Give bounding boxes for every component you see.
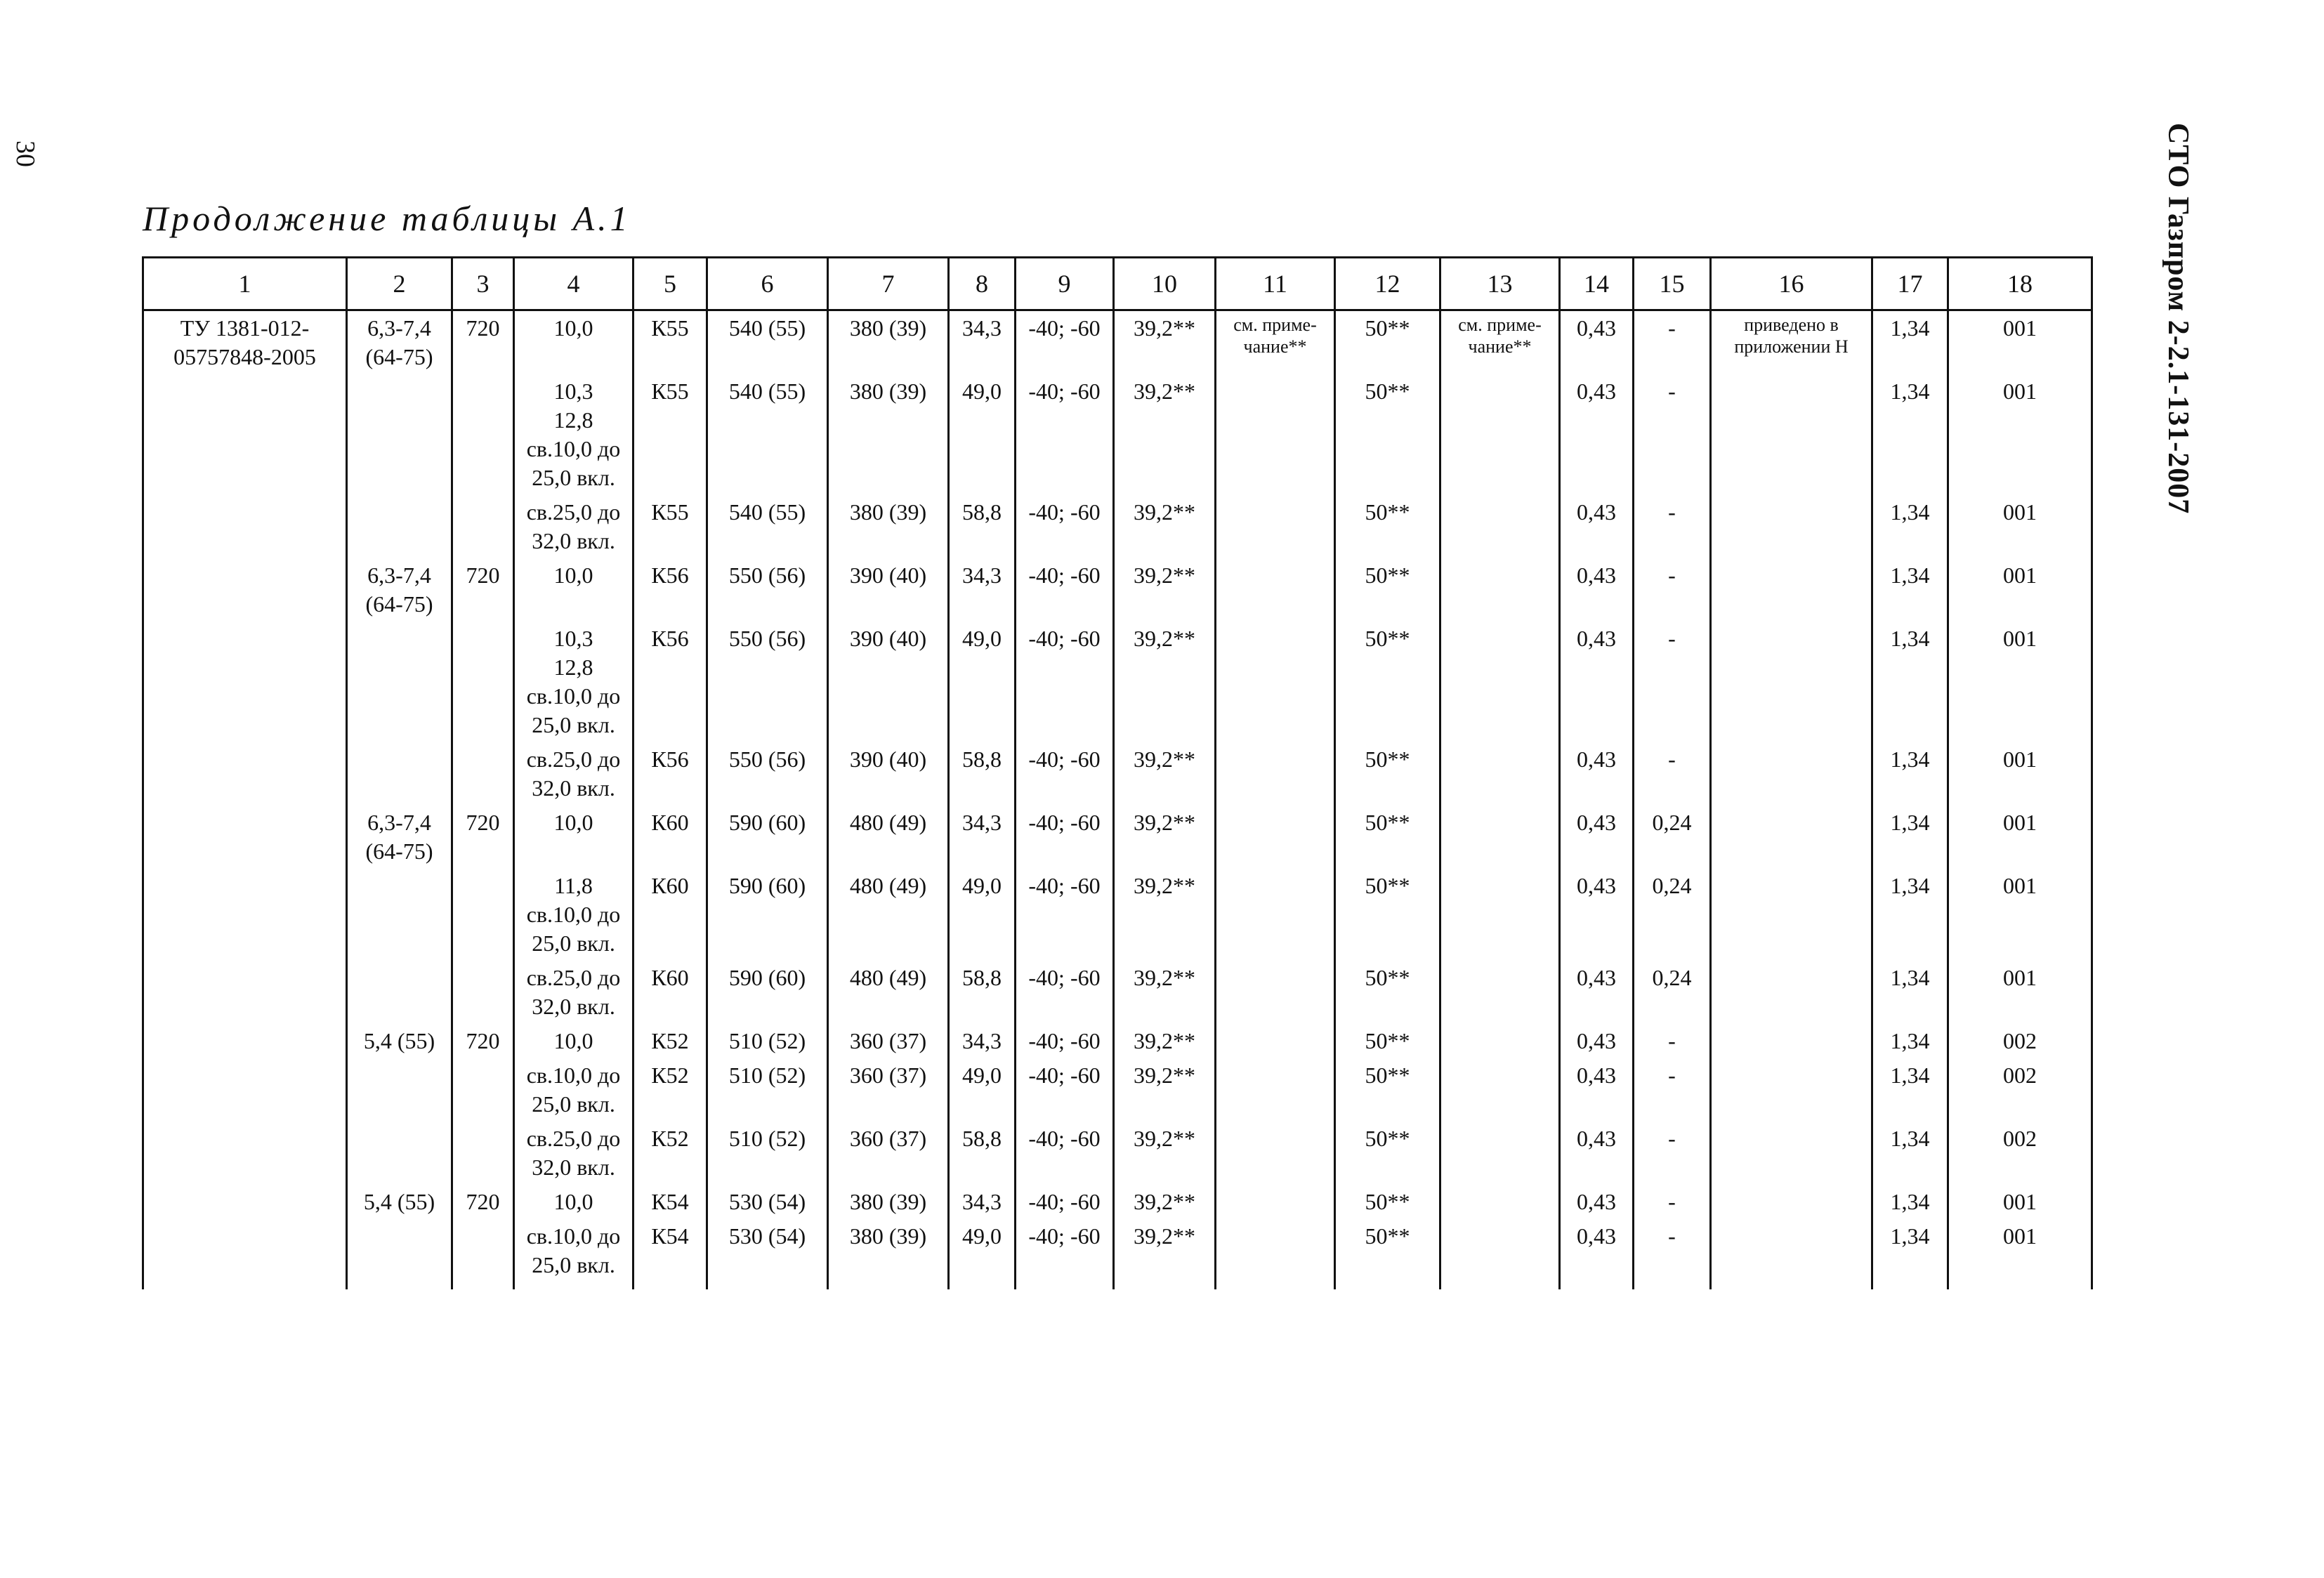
column-header-3: 3 bbox=[452, 258, 514, 310]
table-cell-col-5: К52 bbox=[633, 1058, 707, 1122]
table-cell-col-12: 50** bbox=[1335, 1185, 1440, 1219]
table-cell-col-5: К52 bbox=[633, 1122, 707, 1185]
table-cell-col-1 bbox=[143, 1024, 347, 1058]
table-cell-col-4: 10,0 bbox=[514, 806, 633, 869]
table-cell-col-13 bbox=[1440, 1122, 1560, 1185]
table-cell-col-4: св.25,0 до 32,0 вкл. bbox=[514, 742, 633, 806]
table-cell-col-13 bbox=[1440, 1185, 1560, 1219]
table-cell-col-14: 0,43 bbox=[1560, 495, 1634, 558]
column-header-8: 8 bbox=[949, 258, 1016, 310]
table-row bbox=[143, 806, 2092, 869]
table-cell-col-2: 6,3-7,4 (64-75) bbox=[347, 558, 452, 622]
table-cell-col-4: 10,0 bbox=[514, 558, 633, 622]
table-cell-col-3: 720 bbox=[452, 806, 514, 869]
table-cell-col-13 bbox=[1440, 558, 1560, 622]
table-row bbox=[143, 869, 2092, 961]
table-cell-col-17: 1,34 bbox=[1872, 1219, 1948, 1289]
table-cell-col-17: 1,34 bbox=[1872, 806, 1948, 869]
table-cell-col-18: 001 bbox=[1948, 742, 2092, 806]
document-code: СТО Газпром 2-2.1-131-2007 bbox=[2162, 123, 2194, 515]
table-cell-col-2: 5,4 (55) bbox=[347, 1185, 452, 1219]
table-cell-col-18: 001 bbox=[1948, 1219, 2092, 1289]
table-cell-col-7: 360 (37) bbox=[828, 1122, 949, 1185]
table-cell-col-8: 34,3 bbox=[949, 1024, 1016, 1058]
table-cell-col-1 bbox=[143, 869, 347, 961]
table-cell-col-11 bbox=[1216, 806, 1335, 869]
table-cell-col-18: 001 bbox=[1948, 806, 2092, 869]
table-cell-col-6: 510 (52) bbox=[707, 1058, 828, 1122]
table-cell-col-14: 0,43 bbox=[1560, 1122, 1634, 1185]
table-cell-col-1 bbox=[143, 1058, 347, 1122]
table-cell-col-10: 39,2** bbox=[1114, 742, 1216, 806]
table-cell-col-15: - bbox=[1634, 495, 1711, 558]
table-cell-col-15: 0,24 bbox=[1634, 961, 1711, 1024]
table-header-row bbox=[143, 258, 2092, 310]
table-row bbox=[143, 374, 2092, 495]
table-cell-col-16 bbox=[1711, 1122, 1872, 1185]
table-cell-col-18: 001 bbox=[1948, 495, 2092, 558]
table-cell-col-16 bbox=[1711, 742, 1872, 806]
table-cell-col-8: 58,8 bbox=[949, 495, 1016, 558]
table-cell-col-6: 510 (52) bbox=[707, 1024, 828, 1058]
column-header-6: 6 bbox=[707, 258, 828, 310]
table-cell-col-17: 1,34 bbox=[1872, 742, 1948, 806]
table-cell-col-18: 001 bbox=[1948, 310, 2092, 375]
table-cell-col-15: - bbox=[1634, 374, 1711, 495]
table-cell-col-6: 550 (56) bbox=[707, 622, 828, 742]
table-cell-col-7: 480 (49) bbox=[828, 806, 949, 869]
table-cell-col-7: 360 (37) bbox=[828, 1024, 949, 1058]
table-cell-col-2 bbox=[347, 869, 452, 961]
table-cell-col-9: -40; -60 bbox=[1016, 310, 1114, 375]
table-cell-col-11 bbox=[1216, 1185, 1335, 1219]
table-cell-col-8: 49,0 bbox=[949, 1058, 1016, 1122]
table-cell-col-18: 002 bbox=[1948, 1058, 2092, 1122]
table-cell-col-4: св.10,0 до 25,0 вкл. bbox=[514, 1219, 633, 1289]
table-cell-col-13 bbox=[1440, 742, 1560, 806]
table-cell-col-2 bbox=[347, 1122, 452, 1185]
table-cell-col-16 bbox=[1711, 1024, 1872, 1058]
table-cell-col-14: 0,43 bbox=[1560, 961, 1634, 1024]
table-cell-col-16 bbox=[1711, 622, 1872, 742]
table-cell-col-4: 10,3 12,8 св.10,0 до 25,0 вкл. bbox=[514, 622, 633, 742]
table-cell-col-10: 39,2** bbox=[1114, 558, 1216, 622]
table-cell-col-14: 0,43 bbox=[1560, 558, 1634, 622]
table-cell-col-16 bbox=[1711, 1185, 1872, 1219]
table-cell-col-14: 0,43 bbox=[1560, 742, 1634, 806]
table-cell-col-16: приведено в приложении Н bbox=[1711, 310, 1872, 375]
table-cell-col-8: 58,8 bbox=[949, 961, 1016, 1024]
table-cell-col-11 bbox=[1216, 495, 1335, 558]
table-cell-col-12: 50** bbox=[1335, 622, 1440, 742]
column-header-9: 9 bbox=[1016, 258, 1114, 310]
table-row bbox=[143, 622, 2092, 742]
table-cell-col-15: - bbox=[1634, 1185, 1711, 1219]
table-cell-col-11 bbox=[1216, 961, 1335, 1024]
table-row bbox=[143, 1058, 2092, 1122]
table-body bbox=[143, 310, 2092, 1290]
table-cell-col-16 bbox=[1711, 558, 1872, 622]
table-cell-col-18: 001 bbox=[1948, 558, 2092, 622]
table-cell-col-12: 50** bbox=[1335, 310, 1440, 375]
table-cell-col-6: 510 (52) bbox=[707, 1122, 828, 1185]
table-cell-col-6: 590 (60) bbox=[707, 961, 828, 1024]
table-cell-col-17: 1,34 bbox=[1872, 1058, 1948, 1122]
table-cell-col-7: 380 (39) bbox=[828, 1185, 949, 1219]
table-cell-col-9: -40; -60 bbox=[1016, 806, 1114, 869]
table-cell-col-15: - bbox=[1634, 1219, 1711, 1289]
table-cell-col-4: св.25,0 до 32,0 вкл. bbox=[514, 961, 633, 1024]
column-header-11: 11 bbox=[1216, 258, 1335, 310]
table-cell-col-5: К55 bbox=[633, 310, 707, 375]
table-cell-col-6: 530 (54) bbox=[707, 1219, 828, 1289]
table-cell-col-9: -40; -60 bbox=[1016, 1024, 1114, 1058]
table-cell-col-6: 590 (60) bbox=[707, 806, 828, 869]
table-cell-col-14: 0,43 bbox=[1560, 869, 1634, 961]
table-cell-col-4: 10,3 12,8 св.10,0 до 25,0 вкл. bbox=[514, 374, 633, 495]
table-cell-col-2: 6,3-7,4 (64-75) bbox=[347, 806, 452, 869]
table-cell-col-8: 49,0 bbox=[949, 869, 1016, 961]
table-cell-col-14: 0,43 bbox=[1560, 1219, 1634, 1289]
table-cell-col-1 bbox=[143, 495, 347, 558]
table-cell-col-9: -40; -60 bbox=[1016, 742, 1114, 806]
table-cell-col-15: - bbox=[1634, 310, 1711, 375]
table-cell-col-13 bbox=[1440, 961, 1560, 1024]
table-cell-col-11 bbox=[1216, 622, 1335, 742]
table-row bbox=[143, 495, 2092, 558]
table-cell-col-15: - bbox=[1634, 622, 1711, 742]
table-cell-col-7: 360 (37) bbox=[828, 1058, 949, 1122]
table-cell-col-18: 002 bbox=[1948, 1024, 2092, 1058]
table-cell-col-17: 1,34 bbox=[1872, 1185, 1948, 1219]
table-cell-col-1 bbox=[143, 1185, 347, 1219]
table-cell-col-18: 001 bbox=[1948, 869, 2092, 961]
table-cell-col-5: К55 bbox=[633, 495, 707, 558]
table-cell-col-11 bbox=[1216, 558, 1335, 622]
table-cell-col-13 bbox=[1440, 1219, 1560, 1289]
table-cell-col-1 bbox=[143, 742, 347, 806]
table-cell-col-4: св.25,0 до 32,0 вкл. bbox=[514, 1122, 633, 1185]
table-cell-col-12: 50** bbox=[1335, 1219, 1440, 1289]
table-cell-col-10: 39,2** bbox=[1114, 869, 1216, 961]
table-cell-col-18: 001 bbox=[1948, 1185, 2092, 1219]
table-cell-col-14: 0,43 bbox=[1560, 1058, 1634, 1122]
table-cell-col-4: 10,0 bbox=[514, 1024, 633, 1058]
table-cell-col-6: 540 (55) bbox=[707, 310, 828, 375]
table-cell-col-6: 550 (56) bbox=[707, 558, 828, 622]
column-header-1: 1 bbox=[143, 258, 347, 310]
table-cell-col-17: 1,34 bbox=[1872, 1122, 1948, 1185]
table-cell-col-10: 39,2** bbox=[1114, 495, 1216, 558]
table-cell-col-9: -40; -60 bbox=[1016, 1058, 1114, 1122]
table-cell-col-9: -40; -60 bbox=[1016, 495, 1114, 558]
table-row bbox=[143, 742, 2092, 806]
table-cell-col-8: 34,3 bbox=[949, 806, 1016, 869]
table-cell-col-5: К56 bbox=[633, 742, 707, 806]
column-header-4: 4 bbox=[514, 258, 633, 310]
table-cell-col-12: 50** bbox=[1335, 558, 1440, 622]
table-cell-col-9: -40; -60 bbox=[1016, 869, 1114, 961]
table-cell-col-10: 39,2** bbox=[1114, 374, 1216, 495]
table-row bbox=[143, 1219, 2092, 1289]
table-cell-col-2 bbox=[347, 1219, 452, 1289]
table-row bbox=[143, 558, 2092, 622]
table-row bbox=[143, 310, 2092, 375]
table-cell-col-11 bbox=[1216, 1058, 1335, 1122]
table-cell-col-10: 39,2** bbox=[1114, 1122, 1216, 1185]
table-cell-col-13 bbox=[1440, 374, 1560, 495]
table-cell-col-17: 1,34 bbox=[1872, 961, 1948, 1024]
table-cell-col-13 bbox=[1440, 806, 1560, 869]
table-cell-col-7: 390 (40) bbox=[828, 558, 949, 622]
table-cell-col-5: К60 bbox=[633, 961, 707, 1024]
table-cell-col-3: 720 bbox=[452, 558, 514, 622]
table-cell-col-5: К55 bbox=[633, 374, 707, 495]
column-header-13: 13 bbox=[1440, 258, 1560, 310]
table-cell-col-15: - bbox=[1634, 1024, 1711, 1058]
table-cell-col-8: 34,3 bbox=[949, 558, 1016, 622]
table-cell-col-8: 49,0 bbox=[949, 1219, 1016, 1289]
table-cell-col-12: 50** bbox=[1335, 869, 1440, 961]
table-cell-col-14: 0,43 bbox=[1560, 806, 1634, 869]
table-cell-col-4: св.25,0 до 32,0 вкл. bbox=[514, 495, 633, 558]
table-cell-col-1: ТУ 1381-012- 05757848-2005 bbox=[143, 310, 347, 375]
table-cell-col-10: 39,2** bbox=[1114, 806, 1216, 869]
table-cell-col-2 bbox=[347, 622, 452, 742]
table-cell-col-3: 720 bbox=[452, 1024, 514, 1058]
table-cell-col-4: 10,0 bbox=[514, 310, 633, 375]
table-cell-col-14: 0,43 bbox=[1560, 374, 1634, 495]
table-cell-col-15: - bbox=[1634, 1058, 1711, 1122]
table-cell-col-13 bbox=[1440, 1058, 1560, 1122]
table-cell-col-5: К60 bbox=[633, 869, 707, 961]
table-cell-col-16 bbox=[1711, 495, 1872, 558]
table-cell-col-16 bbox=[1711, 374, 1872, 495]
table-cell-col-14: 0,43 bbox=[1560, 622, 1634, 742]
table-cell-col-3 bbox=[452, 1219, 514, 1289]
table-row bbox=[143, 961, 2092, 1024]
table-cell-col-6: 540 (55) bbox=[707, 374, 828, 495]
table-cell-col-17: 1,34 bbox=[1872, 310, 1948, 375]
table-cell-col-11 bbox=[1216, 869, 1335, 961]
table-cell-col-8: 34,3 bbox=[949, 310, 1016, 375]
table-cell-col-3 bbox=[452, 495, 514, 558]
table-cell-col-2 bbox=[347, 742, 452, 806]
table-cell-col-17: 1,34 bbox=[1872, 495, 1948, 558]
table-cell-col-1 bbox=[143, 622, 347, 742]
table-cell-col-2: 6,3-7,4 (64-75) bbox=[347, 310, 452, 375]
data-table bbox=[142, 256, 2093, 1289]
table-cell-col-7: 380 (39) bbox=[828, 374, 949, 495]
table-cell-col-3 bbox=[452, 622, 514, 742]
table-cell-col-17: 1,34 bbox=[1872, 558, 1948, 622]
table-cell-col-3 bbox=[452, 742, 514, 806]
table-cell-col-12: 50** bbox=[1335, 961, 1440, 1024]
table-cell-col-2: 5,4 (55) bbox=[347, 1024, 452, 1058]
table-cell-col-15: 0,24 bbox=[1634, 806, 1711, 869]
table-cell-col-8: 58,8 bbox=[949, 742, 1016, 806]
column-header-5: 5 bbox=[633, 258, 707, 310]
table-cell-col-11: см. приме- чание** bbox=[1216, 310, 1335, 375]
table-cell-col-1 bbox=[143, 1219, 347, 1289]
table-cell-col-4: 11,8 св.10,0 до 25,0 вкл. bbox=[514, 869, 633, 961]
table-cell-col-13 bbox=[1440, 495, 1560, 558]
table-cell-col-18: 001 bbox=[1948, 374, 2092, 495]
table-cell-col-1 bbox=[143, 961, 347, 1024]
table-cell-col-3 bbox=[452, 961, 514, 1024]
table-cell-col-10: 39,2** bbox=[1114, 1219, 1216, 1289]
table-cell-col-12: 50** bbox=[1335, 806, 1440, 869]
table-cell-col-8: 49,0 bbox=[949, 622, 1016, 742]
table-cell-col-18: 001 bbox=[1948, 622, 2092, 742]
table-cell-col-10: 39,2** bbox=[1114, 1185, 1216, 1219]
table-cell-col-2 bbox=[347, 495, 452, 558]
table-cell-col-7: 390 (40) bbox=[828, 742, 949, 806]
table-cell-col-2 bbox=[347, 1058, 452, 1122]
table-cell-col-8: 49,0 bbox=[949, 374, 1016, 495]
table-cell-col-5: К54 bbox=[633, 1185, 707, 1219]
table-cell-col-16 bbox=[1711, 1219, 1872, 1289]
table-cell-col-2 bbox=[347, 961, 452, 1024]
table-cell-col-6: 590 (60) bbox=[707, 869, 828, 961]
table-cell-col-7: 480 (49) bbox=[828, 961, 949, 1024]
table-cell-col-1 bbox=[143, 558, 347, 622]
table-cell-col-14: 0,43 bbox=[1560, 1185, 1634, 1219]
table-cell-col-9: -40; -60 bbox=[1016, 1122, 1114, 1185]
table-row bbox=[143, 1185, 2092, 1219]
table-cell-col-5: К56 bbox=[633, 558, 707, 622]
table-cell-col-16 bbox=[1711, 806, 1872, 869]
table-cell-col-17: 1,34 bbox=[1872, 622, 1948, 742]
table-row bbox=[143, 1122, 2092, 1185]
table-cell-col-8: 34,3 bbox=[949, 1185, 1016, 1219]
table-cell-col-5: К60 bbox=[633, 806, 707, 869]
table-cell-col-13 bbox=[1440, 869, 1560, 961]
table-cell-col-7: 390 (40) bbox=[828, 622, 949, 742]
column-header-7: 7 bbox=[828, 258, 949, 310]
table-cell-col-4: св.10,0 до 25,0 вкл. bbox=[514, 1058, 633, 1122]
table-cell-col-10: 39,2** bbox=[1114, 961, 1216, 1024]
table-row bbox=[143, 1024, 2092, 1058]
table-cell-col-7: 480 (49) bbox=[828, 869, 949, 961]
table-cell-col-9: -40; -60 bbox=[1016, 1219, 1114, 1289]
table-cell-col-11 bbox=[1216, 1024, 1335, 1058]
table-cell-col-3 bbox=[452, 869, 514, 961]
table-cell-col-15: 0,24 bbox=[1634, 869, 1711, 961]
column-header-2: 2 bbox=[347, 258, 452, 310]
table-cell-col-13: см. приме- чание** bbox=[1440, 310, 1560, 375]
table-cell-col-11 bbox=[1216, 1122, 1335, 1185]
column-header-17: 17 bbox=[1872, 258, 1948, 310]
table-cell-col-11 bbox=[1216, 1219, 1335, 1289]
table-cell-col-3 bbox=[452, 1122, 514, 1185]
table-cell-col-4: 10,0 bbox=[514, 1185, 633, 1219]
column-header-12: 12 bbox=[1335, 258, 1440, 310]
table-cell-col-17: 1,34 bbox=[1872, 374, 1948, 495]
table-cell-col-12: 50** bbox=[1335, 495, 1440, 558]
table-cell-col-7: 380 (39) bbox=[828, 1219, 949, 1289]
table-cell-col-3: 720 bbox=[452, 1185, 514, 1219]
table-cell-col-16 bbox=[1711, 961, 1872, 1024]
table-cell-col-5: К56 bbox=[633, 622, 707, 742]
table-title: Продолжение таблицы А.1 bbox=[143, 199, 631, 238]
table-cell-col-14: 0,43 bbox=[1560, 1024, 1634, 1058]
table-cell-col-18: 002 bbox=[1948, 1122, 2092, 1185]
table-cell-col-13 bbox=[1440, 622, 1560, 742]
table-cell-col-3 bbox=[452, 374, 514, 495]
table-cell-col-5: К54 bbox=[633, 1219, 707, 1289]
table-cell-col-16 bbox=[1711, 1058, 1872, 1122]
table-cell-col-5: К52 bbox=[633, 1024, 707, 1058]
table-cell-col-15: - bbox=[1634, 742, 1711, 806]
table-cell-col-12: 50** bbox=[1335, 374, 1440, 495]
table-cell-col-3 bbox=[452, 1058, 514, 1122]
column-header-18: 18 bbox=[1948, 258, 2092, 310]
table-cell-col-6: 550 (56) bbox=[707, 742, 828, 806]
table-cell-col-9: -40; -60 bbox=[1016, 374, 1114, 495]
table-cell-col-10: 39,2** bbox=[1114, 1024, 1216, 1058]
table-cell-col-17: 1,34 bbox=[1872, 869, 1948, 961]
table-cell-col-18: 001 bbox=[1948, 961, 2092, 1024]
table-cell-col-1 bbox=[143, 374, 347, 495]
column-header-14: 14 bbox=[1560, 258, 1634, 310]
table-cell-col-6: 530 (54) bbox=[707, 1185, 828, 1219]
table-cell-col-14: 0,43 bbox=[1560, 310, 1634, 375]
table-cell-col-9: -40; -60 bbox=[1016, 1185, 1114, 1219]
table-cell-col-10: 39,2** bbox=[1114, 1058, 1216, 1122]
column-header-16: 16 bbox=[1711, 258, 1872, 310]
table-cell-col-15: - bbox=[1634, 1122, 1711, 1185]
table-cell-col-9: -40; -60 bbox=[1016, 961, 1114, 1024]
table-cell-col-8: 58,8 bbox=[949, 1122, 1016, 1185]
column-header-10: 10 bbox=[1114, 258, 1216, 310]
table-cell-col-9: -40; -60 bbox=[1016, 558, 1114, 622]
table-cell-col-11 bbox=[1216, 374, 1335, 495]
table-cell-col-12: 50** bbox=[1335, 1058, 1440, 1122]
table-cell-col-10: 39,2** bbox=[1114, 622, 1216, 742]
table-cell-col-10: 39,2** bbox=[1114, 310, 1216, 375]
table-cell-col-2 bbox=[347, 374, 452, 495]
table-cell-col-7: 380 (39) bbox=[828, 310, 949, 375]
table-cell-col-12: 50** bbox=[1335, 1122, 1440, 1185]
table-cell-col-1 bbox=[143, 1122, 347, 1185]
table-cell-col-12: 50** bbox=[1335, 742, 1440, 806]
table-cell-col-7: 380 (39) bbox=[828, 495, 949, 558]
table-cell-col-13 bbox=[1440, 1024, 1560, 1058]
table-cell-col-12: 50** bbox=[1335, 1024, 1440, 1058]
table-cell-col-3: 720 bbox=[452, 310, 514, 375]
page-number: 30 bbox=[11, 140, 40, 167]
table-cell-col-6: 540 (55) bbox=[707, 495, 828, 558]
column-header-15: 15 bbox=[1634, 258, 1711, 310]
table-cell-col-15: - bbox=[1634, 558, 1711, 622]
table-cell-col-11 bbox=[1216, 742, 1335, 806]
table-cell-col-17: 1,34 bbox=[1872, 1024, 1948, 1058]
table-cell-col-1 bbox=[143, 806, 347, 869]
table-cell-col-16 bbox=[1711, 869, 1872, 961]
table-cell-col-9: -40; -60 bbox=[1016, 622, 1114, 742]
